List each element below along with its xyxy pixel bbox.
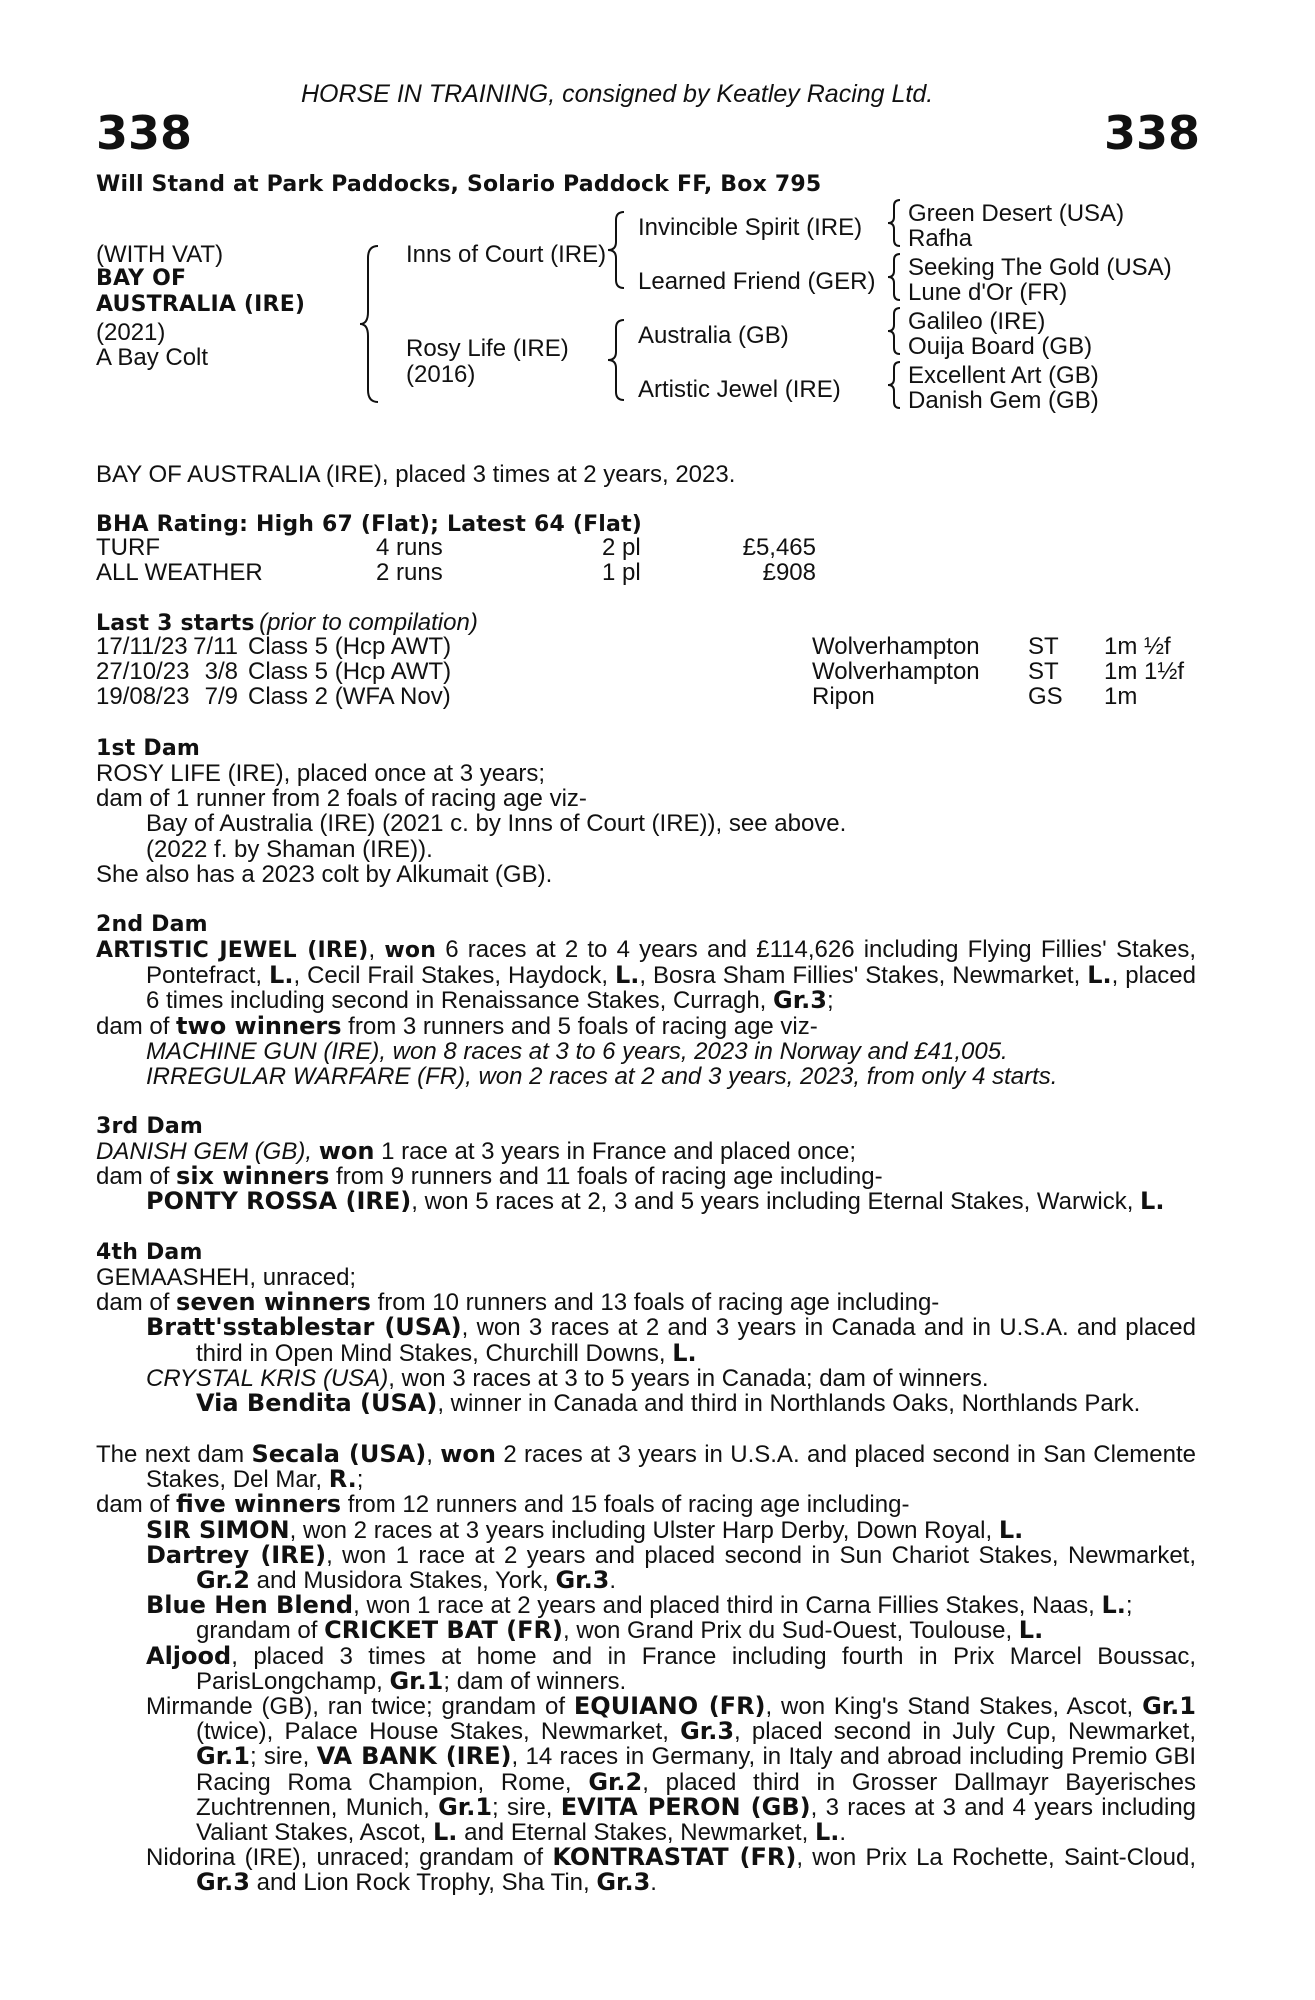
first-dam-line: dam of 1 runner from 2 foals of racing age viz- bbox=[96, 785, 587, 813]
grandproduce-name: KONTRASTAT (FR) bbox=[552, 1843, 797, 1872]
pedigree-dss: Galileo (IRE) bbox=[908, 308, 1046, 335]
dam-name: Secala (USA) bbox=[251, 1440, 427, 1468]
next-dam-produce bbox=[96, 1694, 1196, 1845]
first-dam-section bbox=[96, 736, 1196, 887]
text: , won Prix La Rochette, Saint-Cloud, bbox=[796, 1844, 1197, 1872]
start-position: 3/8 bbox=[204, 658, 238, 685]
listed-label: L. bbox=[998, 1515, 1024, 1544]
text: dam of bbox=[96, 1289, 177, 1317]
text: , won 8 races at 3 to 6 years, 2023 in Norway and £41,005. bbox=[379, 1037, 1008, 1065]
rating-placed: 1 pl bbox=[602, 559, 641, 586]
next-dam-produce bbox=[96, 1515, 1196, 1544]
next-dam-produce bbox=[96, 1593, 1196, 1643]
consignment-line: HORSE IN TRAINING, consigned by Keatley Racing Ltd. bbox=[301, 80, 934, 108]
pedigree-sds: Seeking The Gold (USA) bbox=[908, 254, 1172, 281]
start-course: Wolverhampton bbox=[812, 633, 980, 660]
lot-number-left: 338 bbox=[96, 106, 193, 160]
text: . bbox=[839, 1819, 847, 1847]
second-dam-section bbox=[96, 912, 1196, 1089]
text: ; grandam of bbox=[196, 1592, 1133, 1645]
start-date: 17/11/23 bbox=[96, 633, 188, 660]
text: , bbox=[305, 1138, 319, 1165]
listed-label: L. bbox=[814, 1818, 840, 1847]
pedigree-dsd: Ouija Board (GB) bbox=[908, 333, 1093, 360]
fourth-dam-produce bbox=[96, 1366, 1196, 1391]
pedigree-sire: Inns of Court (IRE) bbox=[406, 241, 607, 268]
next-dam-produce: Dartrey (IRE), won 1 race at 2 years and placed second in Sun Chariot Stakes, Newmarket, Gr.2 and Musidora Stakes, York, Gr.3. bbox=[146, 1540, 1197, 1595]
start-course: Ripon bbox=[812, 683, 875, 710]
start-going: GS bbox=[1028, 683, 1063, 710]
start-row bbox=[96, 659, 1196, 684]
text: 6 races at 2 to 4 years and £114,626 including Flying Fillies' Stakes, Pontefract, bbox=[146, 936, 1196, 990]
last-starts-note: (prior to compilation) bbox=[259, 609, 478, 636]
start-distance: 1m ½f bbox=[1104, 633, 1171, 660]
pedigree-ssd: Rafha bbox=[908, 225, 973, 252]
catalogue-page bbox=[96, 0, 1200, 2000]
fourth-dam-grandproduce bbox=[96, 1391, 1196, 1416]
group-label: Gr.3 bbox=[680, 1717, 735, 1746]
dam-name: ARTISTIC JEWEL (IRE) bbox=[96, 938, 369, 963]
text: , winner in Canada and third in Northlands Oaks, Northlands Park. bbox=[437, 1390, 1141, 1418]
next-dam-produce bbox=[96, 1641, 1196, 1695]
pedigree-sss: Green Desert (USA) bbox=[908, 200, 1125, 227]
fourth-dam-produce bbox=[96, 1315, 1196, 1365]
group-label: Gr.1 bbox=[438, 1792, 493, 1821]
grandproduce-name: EQUIANO (FR) bbox=[573, 1692, 766, 1721]
text: , bbox=[426, 1441, 441, 1468]
group-label: Gr.3 bbox=[773, 986, 827, 1015]
pedigree-brace-dam bbox=[606, 318, 628, 402]
start-class: Class 2 (WFA Nov) bbox=[248, 683, 451, 710]
third-dam-produce-line bbox=[96, 1164, 1196, 1189]
start-date: 27/10/23 bbox=[96, 658, 190, 685]
produce-name: PONTY ROSSA (IRE) bbox=[146, 1187, 412, 1216]
rating-runs: 2 runs bbox=[376, 559, 443, 586]
group-label: Gr.3 bbox=[196, 1868, 250, 1897]
horse-name-line2: AUSTRALIA (IRE) bbox=[96, 292, 306, 317]
start-date: 19/08/23 bbox=[96, 683, 190, 710]
text: . bbox=[650, 1869, 657, 1897]
text: (twice), Palace House Stakes, Newmarket, bbox=[196, 1718, 681, 1746]
grandproduce-name: CRICKET BAT (FR) bbox=[324, 1616, 563, 1645]
pedigree-brace-sd bbox=[886, 252, 904, 302]
rating-runs: 4 runs bbox=[376, 534, 443, 561]
next-dam-record bbox=[96, 1442, 1196, 1492]
text: , Cecil Frail Stakes, Haydock, bbox=[293, 962, 615, 990]
listed-label: L. bbox=[433, 1818, 458, 1847]
pedigree-dam-year: (2016) bbox=[406, 361, 476, 388]
text: , won 5 races at 2, 3 and 5 years including Eternal Stakes, Warwick, bbox=[411, 1188, 1141, 1216]
first-dam-line: She also has a 2023 colt by Alkumait (GB). bbox=[96, 860, 553, 888]
second-dam-record: ARTISTIC JEWEL (IRE), won 6 races at 2 to 4 years and £114,626 including Flying Fillies' Stakes, Pontefract, L., Cecil Frail Stakes, Haydock, L., Bosra Sham Fillies' Stakes, Newmarket, L., placed 6 times including second in Renaissance Stakes, Curragh, Gr.3; bbox=[96, 936, 1196, 1015]
winners-count: seven winners bbox=[176, 1288, 371, 1317]
second-dam-produce bbox=[96, 1039, 1196, 1064]
text: from 10 runners and 13 foals of racing age including- bbox=[370, 1289, 940, 1317]
text: , placed 6 times including second in Renaissance Stakes, Curragh, bbox=[146, 962, 1196, 1015]
horse-description: A Bay Colt bbox=[96, 344, 209, 371]
rating-surface: TURF bbox=[96, 534, 160, 561]
race-summary: BAY OF AUSTRALIA (IRE), placed 3 times at 2 years, 2023. bbox=[96, 461, 736, 488]
pedigree-dam-sire: Australia (GB) bbox=[638, 322, 789, 349]
first-dam-heading: 1st Dam bbox=[96, 736, 201, 761]
rating-placed: 2 pl bbox=[602, 534, 641, 561]
text: and Eternal Stakes, Newmarket, bbox=[457, 1819, 815, 1847]
pedigree-dam-dam: Artistic Jewel (IRE) bbox=[638, 376, 841, 403]
group-label: Gr.2 bbox=[196, 1566, 250, 1595]
text: , won King's Stand Stakes, Ascot, bbox=[765, 1693, 1143, 1721]
text: The next dam bbox=[96, 1441, 252, 1468]
next-dam-section bbox=[96, 1442, 1196, 1896]
vat-note: (WITH VAT) bbox=[96, 241, 224, 268]
second-dam-heading: 2nd Dam bbox=[96, 912, 208, 937]
pedigree-brace-sire bbox=[606, 210, 628, 290]
last-starts-table bbox=[96, 634, 1196, 709]
text: , won 1 race at 2 years and placed second in Sun Chariot Stakes, Newmarket, bbox=[326, 1541, 1197, 1569]
group-label: Gr.3 bbox=[555, 1566, 610, 1595]
text: ; sire, bbox=[492, 1793, 561, 1821]
rating-prize: £5,465 bbox=[742, 534, 816, 561]
last-starts-title: Last 3 starts bbox=[96, 611, 255, 636]
start-distance: 1m 1½f bbox=[1104, 658, 1185, 685]
first-dam-produce: Bay of Australia (IRE) (2021 c. by Inns of Court (IRE)), see above. bbox=[146, 810, 847, 838]
text: ; dam of winners. bbox=[443, 1667, 627, 1695]
horse-year: (2021) bbox=[96, 319, 166, 346]
listed-label: L. bbox=[672, 1338, 697, 1367]
text: from 9 runners and 11 foals of racing age including- bbox=[329, 1163, 883, 1191]
grandproduce-name: EVITA PERON (GB) bbox=[560, 1792, 811, 1821]
group-label: Gr.1 bbox=[389, 1666, 444, 1695]
text: , placed third in Grosser Dallmayr Bayerisches Zuchtrennen, Munich, bbox=[196, 1768, 1196, 1821]
dam-name: DANISH GEM (GB) bbox=[96, 1138, 306, 1165]
third-dam-produce bbox=[96, 1189, 1196, 1214]
fourth-dam-produce-line bbox=[96, 1290, 1196, 1315]
produce-name: Aljood bbox=[146, 1641, 232, 1670]
fourth-dam-section bbox=[96, 1240, 1196, 1416]
won-label: won bbox=[440, 1440, 496, 1468]
pedigree-ddd: Danish Gem (GB) bbox=[908, 387, 1099, 414]
group-label: Gr.1 bbox=[196, 1742, 250, 1771]
pedigree-dam: Rosy Life (IRE) bbox=[406, 335, 569, 362]
text: , won 3 races at 2 and 3 years in Canada and in U.S.A. and placed third in Open Mind Stakes, Churchill Downs, bbox=[196, 1314, 1196, 1367]
text: dam of bbox=[96, 1491, 177, 1519]
text: , won 3 races at 3 to 5 years in Canada; dam of winners. bbox=[388, 1364, 989, 1392]
text: , won 1 race at 2 years and placed third in Carna Fillies Stakes, Naas, bbox=[353, 1592, 1102, 1620]
listed-label: L. bbox=[1101, 1591, 1126, 1620]
produce-name: Bratt'sstablestar (USA) bbox=[146, 1313, 462, 1342]
third-dam-record bbox=[96, 1139, 1196, 1164]
group-label: Gr.3 bbox=[596, 1868, 651, 1897]
produce-name: Via Bendita (USA) bbox=[196, 1389, 438, 1418]
text: 1 race at 3 years in France and placed once; bbox=[374, 1138, 857, 1165]
text: ; bbox=[356, 1466, 364, 1494]
first-dam-line: ROSY LIFE (IRE), placed once at 3 years; bbox=[96, 760, 546, 787]
start-position: 7/11 bbox=[193, 633, 238, 660]
second-dam-produce bbox=[96, 1064, 1196, 1089]
winners-count: five winners bbox=[176, 1490, 342, 1519]
text: from 12 runners and 15 foals of racing age including- bbox=[341, 1491, 910, 1519]
start-class: Class 5 (Hcp AWT) bbox=[248, 658, 452, 685]
listed-label: L. bbox=[615, 961, 640, 990]
text: , placed second in July Cup, Newmarket, bbox=[734, 1718, 1197, 1746]
group-label: Gr.1 bbox=[1142, 1692, 1196, 1721]
fourth-dam-record: GEMAASHEH, unraced; bbox=[96, 1264, 357, 1291]
text: , won 2 races at 2 and 3 years, 2023, from only 4 starts. bbox=[465, 1063, 1058, 1091]
text: , won 2 races at 3 years including Ulster Harp Derby, Down Royal, bbox=[289, 1516, 999, 1544]
produce-name: Blue Hen Blend bbox=[146, 1591, 354, 1620]
produce-name: IRREGULAR WARFARE (FR) bbox=[146, 1063, 466, 1091]
produce-name: MACHINE GUN (IRE) bbox=[146, 1037, 380, 1065]
bha-rating-heading: BHA Rating: High 67 (Flat); Latest 64 (Flat) bbox=[96, 512, 643, 537]
text: , placed 3 times at home and in France including fourth in Prix Marcel Boussac, ParisLongchamp, bbox=[196, 1642, 1196, 1695]
pedigree-sdd: Lune d'Or (FR) bbox=[908, 279, 1068, 306]
start-course: Wolverhampton bbox=[812, 658, 980, 685]
group-label: Gr.2 bbox=[588, 1767, 643, 1796]
next-dam-produce-line bbox=[96, 1492, 1196, 1517]
lot-number-right: 338 bbox=[1103, 106, 1200, 160]
pedigree-brace-dd bbox=[886, 360, 904, 410]
start-going: ST bbox=[1028, 658, 1059, 685]
text: Mirmande (GB), ran twice; grandam of bbox=[146, 1693, 574, 1721]
produce-name: Dartrey (IRE) bbox=[146, 1540, 327, 1569]
restricted-label: R. bbox=[328, 1465, 357, 1494]
second-dam-produce-line bbox=[96, 1011, 1196, 1040]
text: ; bbox=[826, 987, 834, 1015]
pedigree-dds: Excellent Art (GB) bbox=[908, 362, 1099, 389]
start-row bbox=[96, 684, 1196, 709]
text: , 3 races at 3 and 4 years including Valiant Stakes, Ascot, bbox=[196, 1793, 1197, 1847]
rating-prize: £908 bbox=[762, 559, 816, 586]
winners-count: six winners bbox=[176, 1162, 330, 1191]
pedigree-brace-main bbox=[358, 244, 382, 404]
text: Nidorina (IRE), unraced; grandam of bbox=[146, 1844, 553, 1872]
first-dam-produce: (2022 f. by Shaman (IRE)). bbox=[146, 835, 433, 863]
grandproduce-name: VA BANK (IRE) bbox=[316, 1742, 512, 1771]
start-distance: 1m bbox=[1104, 683, 1138, 710]
start-class: Class 5 (Hcp AWT) bbox=[248, 633, 452, 660]
produce-name: CRYSTAL KRIS (USA) bbox=[146, 1364, 389, 1392]
horse-name-line1: BAY OF bbox=[96, 266, 187, 291]
text: from 3 runners and 5 foals of racing age viz- bbox=[341, 1012, 818, 1040]
fourth-dam-heading: 4th Dam bbox=[96, 1240, 203, 1265]
next-dam-produce bbox=[96, 1845, 1196, 1895]
text: , Bosra Sham Fillies' Stakes, Newmarket, bbox=[639, 962, 1088, 990]
text: 2 races at 3 years in U.S.A. and placed second in San Clemente Stakes, Del Mar, bbox=[146, 1441, 1196, 1494]
pedigree-brace-ds bbox=[886, 306, 904, 356]
listed-label: L. bbox=[269, 961, 294, 990]
text: dam of bbox=[96, 1012, 177, 1040]
listed-label: L. bbox=[1018, 1616, 1044, 1645]
won-label: won bbox=[384, 938, 437, 963]
pedigree-sire-sire: Invincible Spirit (IRE) bbox=[638, 214, 863, 241]
text: , 14 races in Germany, in Italy and abroad including Premio GBI Racing Roma Champion, Rome, bbox=[196, 1743, 1196, 1796]
winners-count: two winners bbox=[176, 1011, 342, 1040]
rating-surface: ALL WEATHER bbox=[96, 559, 263, 586]
third-dam-heading: 3rd Dam bbox=[96, 1114, 203, 1139]
text: ; sire, bbox=[249, 1743, 317, 1771]
pedigree-sire-dam: Learned Friend (GER) bbox=[638, 268, 876, 295]
text: and Musidora Stakes, York, bbox=[249, 1567, 556, 1595]
start-row bbox=[96, 634, 1196, 659]
text: dam of bbox=[96, 1163, 177, 1191]
text: , won Grand Prix du Sud-Ouest, Toulouse, bbox=[562, 1617, 1019, 1645]
won-label: won bbox=[318, 1137, 375, 1165]
produce-name: SIR SIMON bbox=[146, 1515, 290, 1544]
start-position: 7/9 bbox=[204, 683, 238, 710]
start-going: ST bbox=[1028, 633, 1059, 660]
pedigree-brace-ss bbox=[886, 198, 904, 248]
listed-label: L. bbox=[1140, 1187, 1165, 1216]
third-dam-section bbox=[96, 1114, 1196, 1215]
stand-location: Will Stand at Park Paddocks, Solario Paddock FF, Box 795 bbox=[96, 172, 822, 197]
text: and Lion Rock Trophy, Sha Tin, bbox=[249, 1869, 597, 1897]
listed-label: L. bbox=[1087, 961, 1112, 990]
